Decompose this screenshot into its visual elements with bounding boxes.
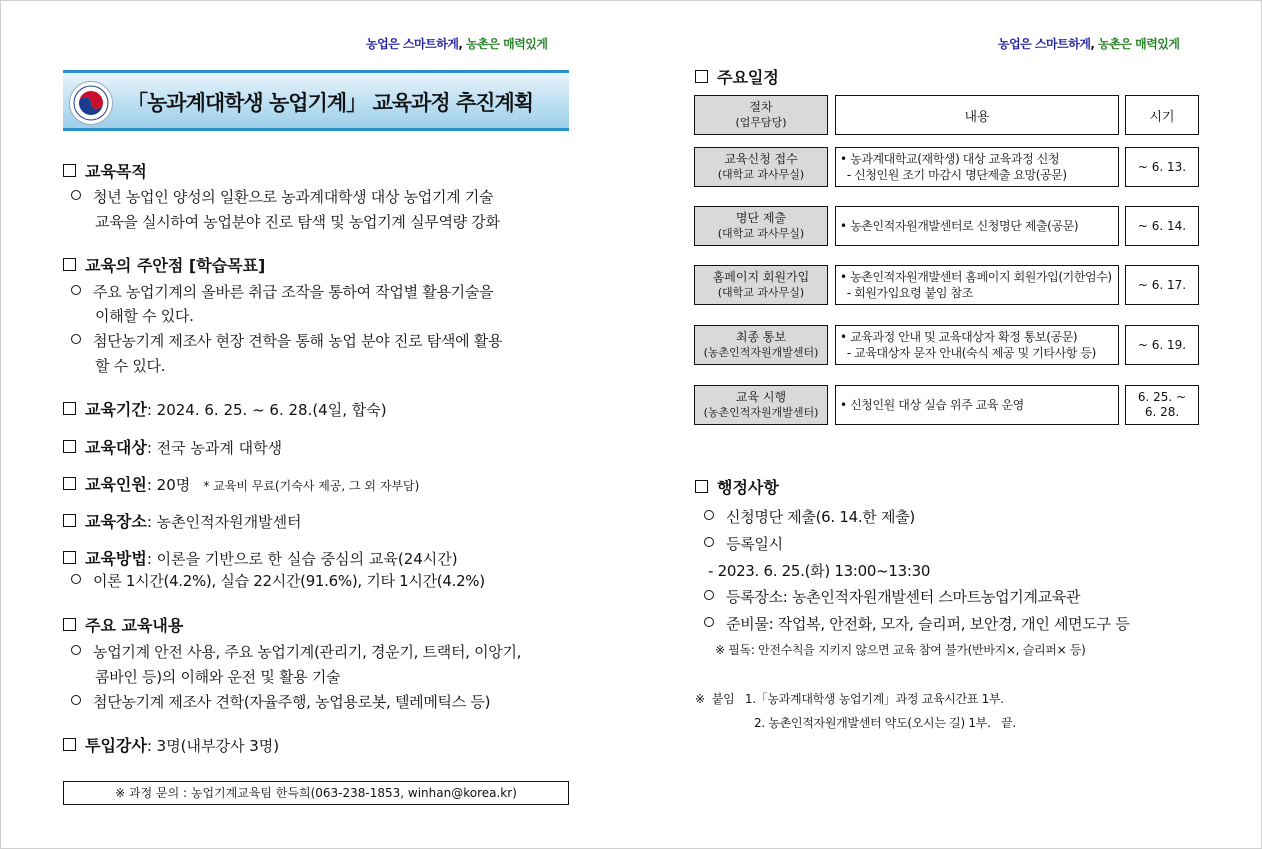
table-row-time: 6. 25. ~ 6. 28. [1125, 385, 1199, 425]
content-line-1: 농업기계 안전 사용, 주요 농업기계(관리기, 경운기, 트랙터, 이앙기, [71, 641, 521, 662]
admin-line-datetime: - 2023. 6. 25.(화) 13:00~13:30 [708, 562, 931, 580]
section-focus: 교육의 주안점 [학습목표] [63, 253, 265, 276]
section-headcount: 교육인원: 20명 * 교육비 무료(기숙사 제공, 그 외 자부담) [63, 472, 419, 495]
section-period: 교육기간: 2024. 6. 25. ~ 6. 28.(4일, 합숙) [63, 397, 387, 420]
table-row-content: • 교육과정 안내 및 교육대상자 확정 통보(공문) - 교육대상자 문자 안내(숙식 제공 및 기타사항 등) [835, 325, 1119, 365]
table-row-step: 교육신청 접수 (대학교 과사무실) [694, 147, 828, 187]
focus-line-4: 할 수 있다. [95, 357, 166, 375]
table-row-time: ~ 6. 19. [1125, 325, 1199, 365]
table-row-time: ~ 6. 17. [1125, 265, 1199, 305]
section-target: 교육대상: 전국 농과계 대학생 [63, 435, 282, 458]
section-method: 교육방법: 이론을 기반으로 한 실습 중심의 교육(24시간) [63, 546, 458, 569]
slogan-part1: 농업은 스마트하게 [366, 37, 459, 51]
admin-line-supplies: 준비물: 작업복, 안전화, 모자, 슬리퍼, 보안경, 개인 세면도구 등 [704, 613, 1129, 634]
table-row-step: 최종 통보 (농촌인적자원개발센터) [694, 325, 828, 365]
attachment-2: 2. 농촌인적자원개발센터 약도(오시는 길) 1부. 끝. [754, 716, 1016, 730]
table-header-content: 내용 [835, 95, 1119, 135]
title-banner [63, 70, 569, 131]
slogan-left: 농업은 스마트하게, 농촌은 매력있게 [366, 37, 548, 51]
admin-line-registration: 등록일시 [704, 533, 783, 554]
table-row-content: • 농촌인적자원개발센터로 신청명단 제출(공문) [835, 206, 1119, 246]
section-purpose: 교육목적 [63, 159, 147, 182]
slogan-right: 농업은 스마트하게, 농촌은 매력있게 [998, 37, 1180, 51]
admin-line-place: 등록장소: 농촌인적자원개발센터 스마트농업기계교육관 [704, 586, 1080, 607]
table-row-time: ~ 6. 14. [1125, 206, 1199, 246]
table-row-content: • 신청인원 대상 실습 위주 교육 운영 [835, 385, 1119, 425]
slogan-part1: 농업은 스마트하게 [998, 37, 1091, 51]
attachment-1: ※ 붙임 1.「농과계대학생 농업기계」과정 교육시간표 1부. [695, 692, 1004, 706]
method-line: 이론 1시간(4.2%), 실습 22시간(91.6%), 기타 1시간(4.2%) [71, 570, 485, 591]
table-row-step: 명단 제출 (대학교 과사무실) [694, 206, 828, 246]
content-line-3: 첨단농기계 제조사 견학(자율주행, 농업용로봇, 텔레메틱스 등) [71, 691, 490, 712]
section-content: 주요 교육내용 [63, 613, 183, 636]
table-header-step: 절차 (업무담당) [694, 95, 828, 135]
table-row-time: ~ 6. 13. [1125, 147, 1199, 187]
purpose-line-1: 청년 농업인 양성의 일환으로 농과계대학생 대상 농업기계 기술 [71, 186, 493, 207]
focus-line-3: 첨단농기계 제조사 현장 견학을 통해 농업 분야 진로 탐색에 활용 [71, 330, 502, 351]
slogan-part2: 농촌은 매력있게 [1098, 37, 1180, 51]
table-header-time: 시기 [1125, 95, 1199, 135]
content-line-2: 콤바인 등)의 이해와 운전 및 활용 기술 [95, 668, 341, 686]
section-venue: 교육장소: 농촌인적자원개발센터 [63, 509, 302, 532]
table-row-content: • 농과계대학교(재학생) 대상 교육과정 신청 - 신청인원 조기 마감시 명단제출 요망(공문) [835, 147, 1119, 187]
admin-note: ※ 필독: 안전수칙을 지키지 않으면 교육 참여 불가(반바지×, 슬리퍼× 등) [715, 643, 1086, 657]
focus-line-2: 이해할 수 있다. [95, 307, 194, 325]
admin-heading: 행정사항 [695, 475, 779, 498]
government-emblem-icon [69, 81, 113, 125]
admin-line-submit: 신청명단 제출(6. 14.한 제출) [704, 506, 915, 527]
schedule-heading: 주요일정 [695, 65, 779, 88]
purpose-line-2: 교육을 실시하여 농업분야 진로 탐색 및 농업기계 실무역량 강화 [95, 213, 500, 231]
focus-line-1: 주요 농업기계의 올바른 취급 조작을 통하여 작업별 활용기술을 [71, 281, 493, 302]
table-row-step: 홈페이지 회원가입 (대학교 과사무실) [694, 265, 828, 305]
page-title: 「농과계대학생 농업기계」 교육과정 추진계획 [127, 91, 534, 115]
section-instructors: 투입강사: 3명(내부강사 3명) [63, 733, 279, 756]
table-row-content: • 농촌인적자원개발센터 홈페이지 회원가입(기한엄수) - 회원가입요령 붙임 참조 [835, 265, 1119, 305]
slogan-part2: 농촌은 매력있게 [466, 37, 548, 51]
inquiry-box: ※ 과정 문의 : 농업기계교육팀 한득희(063-238-1853, winhan@korea.kr) [63, 781, 569, 805]
table-row-step: 교육 시행 (농촌인적자원개발센터) [694, 385, 828, 425]
